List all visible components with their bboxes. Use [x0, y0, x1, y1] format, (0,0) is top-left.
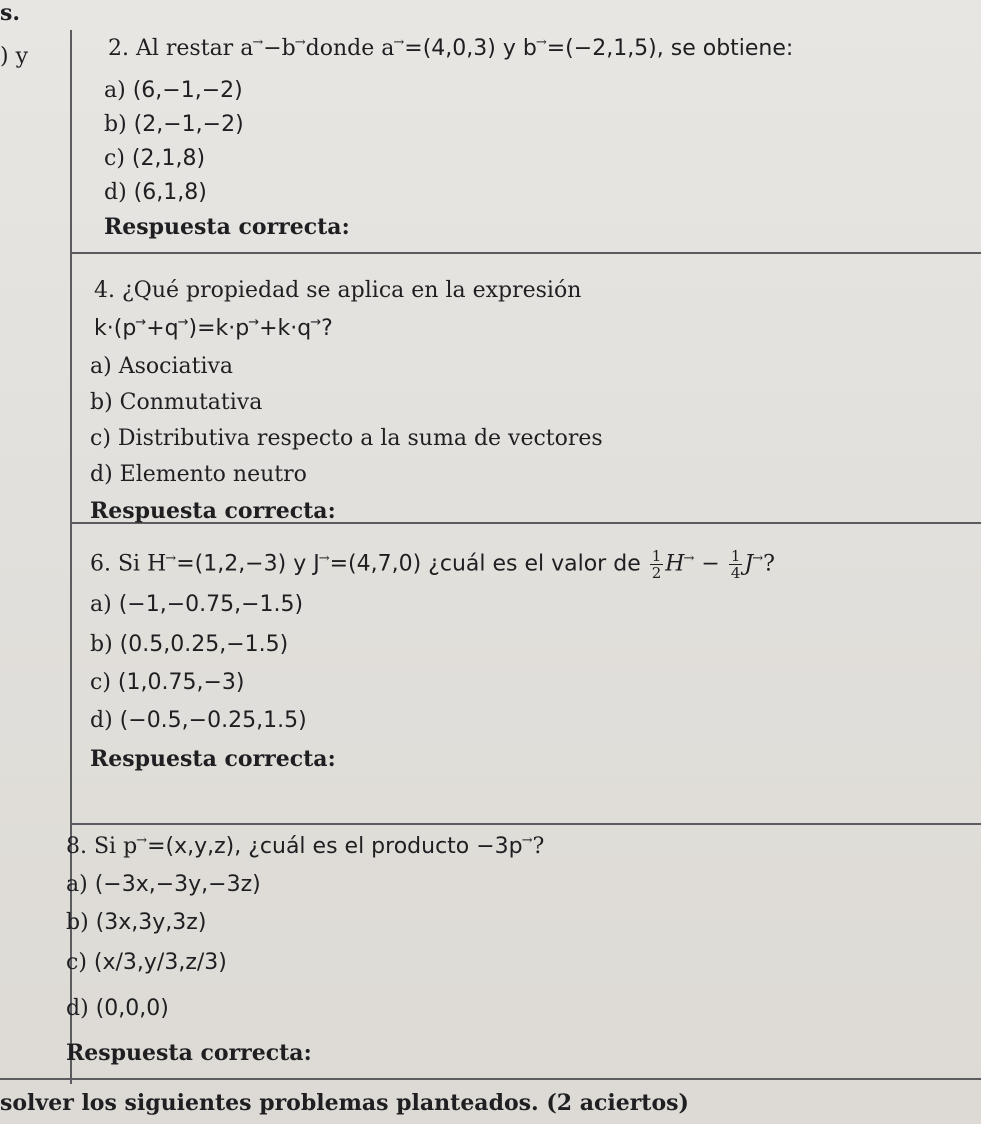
q8-stem: 8. Si p→=(x,y,z), ¿cuál es el producto −3p→?: [66, 833, 545, 859]
q4-option-a: a) Asociativa: [90, 354, 234, 379]
row-divider-3: [70, 823, 981, 825]
q4-stem-line1: 4. ¿Qué propiedad se aplica en la expresión: [94, 278, 582, 303]
q6-option-a: a) (−1,−0.75,−1.5): [90, 592, 304, 617]
q6-stem: 6. Si H→=(1,2,−3) y J→=(4,7,0) ¿cuál es el valor de $\frac{1}{2}$ H→ − $\frac{1}{4}$ J→?: [90, 547, 775, 582]
q2-option-a: a) (6,−1,−2): [104, 78, 243, 103]
left-fragment-top: s.: [0, 0, 21, 26]
section-instruction: solver los siguientes problemas planteados. (2 aciertos): [0, 1090, 689, 1116]
q6-option-c: c) (1,0.75,−3): [90, 670, 245, 695]
q8-option-c: c) (x/3,y/3,z/3): [66, 950, 227, 975]
q6-option-b: b) (0.5,0.25,−1.5): [90, 632, 289, 657]
q8-option-a: a) (−3x,−3y,−3z): [66, 872, 261, 897]
q2-answer-label: Respuesta correcta:: [104, 214, 350, 240]
q6-answer-label: Respuesta correcta:: [90, 746, 336, 772]
q2-stem: 2. Al restar a→−b→donde a→=(4,0,3) y b→=(−2,1,5), se obtiene:: [108, 35, 794, 61]
q2-option-c: c) (2,1,8): [104, 146, 206, 171]
q4-stem-line2: k·(p→+q→)=k·p→+k·q→?: [94, 315, 333, 341]
q4-option-b: b) Conmutativa: [90, 390, 263, 415]
q8-option-d: d) (0,0,0): [66, 996, 169, 1021]
row-divider-1: [70, 252, 981, 254]
fraction-one-half: $\frac{1}{2}$: [651, 547, 662, 582]
q6-option-d: d) (−0.5,−0.25,1.5): [90, 708, 307, 733]
q8-answer-label: Respuesta correcta:: [66, 1040, 312, 1066]
q4-answer-label: Respuesta correcta:: [90, 498, 336, 524]
q4-option-c: c) Distributiva respecto a la suma de vectores: [90, 426, 603, 451]
q8-option-b: b) (3x,3y,3z): [66, 910, 207, 935]
q2-option-b: b) (2,−1,−2): [104, 112, 244, 137]
fraction-one-quarter: $\frac{1}{4}$: [730, 547, 741, 582]
q2-option-d: d) (6,1,8): [104, 180, 207, 205]
row-divider-4: [0, 1078, 981, 1080]
left-fragment-y: ) y: [0, 44, 29, 69]
q4-option-d: d) Elemento neutro: [90, 462, 307, 487]
